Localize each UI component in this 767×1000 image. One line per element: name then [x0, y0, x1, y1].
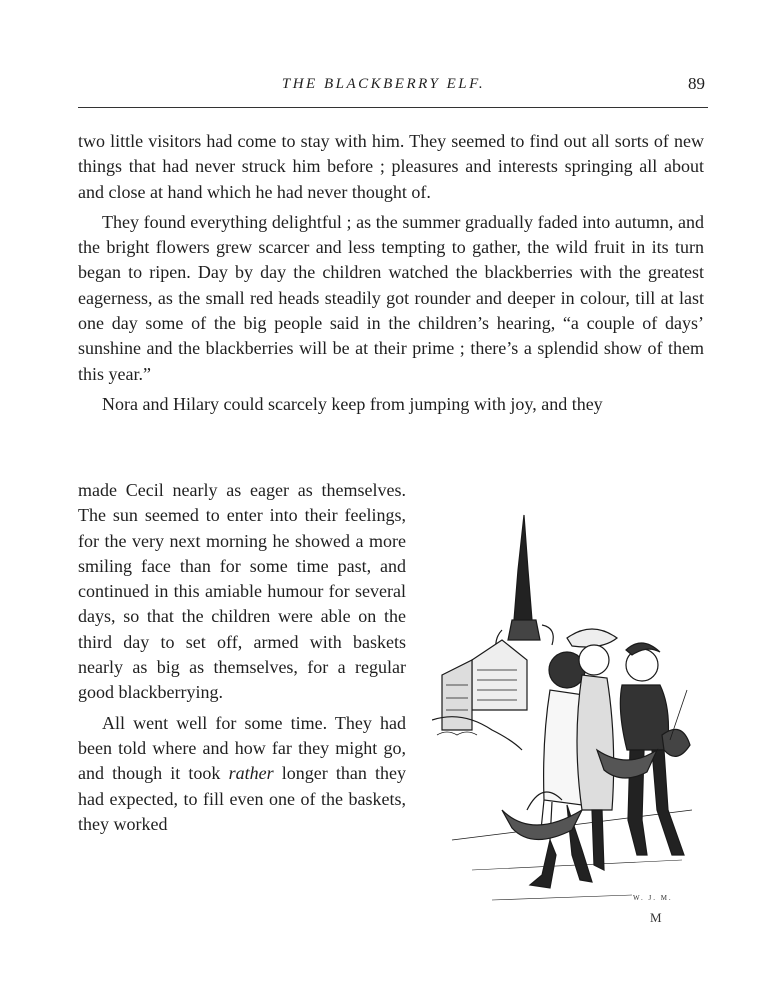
- running-head: [0, 76, 767, 100]
- children-blackberrying-illustration: [432, 510, 712, 930]
- body-text-wrapped-column: [78, 478, 406, 837]
- paragraph-delightful: They found everything delightful ; as the summer gradually faded into autumn, and the bright flowers grew scarcer and less tempting to gather, the wild fruit in its turn began to ripen. Day by day the children watched the blackberries with the greatest eagerness, as the small red heads steadily got rounder and deeper in colour, till at last one day some of the big people said in the children’s hearing, “a couple of days’ sunshine and the blackberries will be at their prime ; there’s a splendid show of them this year.”: [78, 211, 704, 384]
- paragraph-continued: two little visitors had come to stay with him. They seemed to find out all sorts of new things that had never struck him before ; pleasures and interests springing all about and close at hand which he had never thought of.: [78, 131, 704, 202]
- running-title: THE BLACKBERRY ELF.: [281, 76, 486, 92]
- header-rule: [78, 107, 708, 108]
- paragraph-text-end: longer than they had expected, to fill even one of the baskets, they worked: [78, 763, 407, 834]
- italic-word: rather: [228, 763, 274, 784]
- paragraph-all-went-well: [78, 711, 406, 837]
- paragraph-nora-hilary-continued: made Cecil nearly as eager as themselves. The sun seemed to enter into their feelings, for the very next morning he showed a more smiling face than for some time past, and continued in this amiable humour for several days, so that the children were able on the third day to set off, armed with baskets nearly as big as themselves, for a regular good blackberrying.: [78, 480, 406, 703]
- page-number: 89: [688, 74, 705, 93]
- illustrator-signature: W. J. M.: [633, 894, 673, 902]
- paragraph-nora-hilary-start: Nora and Hilary could scarcely keep from jumping with joy, and they: [102, 393, 603, 414]
- illustration-drawing: [432, 510, 712, 930]
- body-text-full-width: [78, 129, 704, 417]
- paragraph-text: All went well for some time. They had been told where and how far they might go, and though it took: [78, 712, 406, 784]
- illustration-mark: M: [650, 910, 662, 925]
